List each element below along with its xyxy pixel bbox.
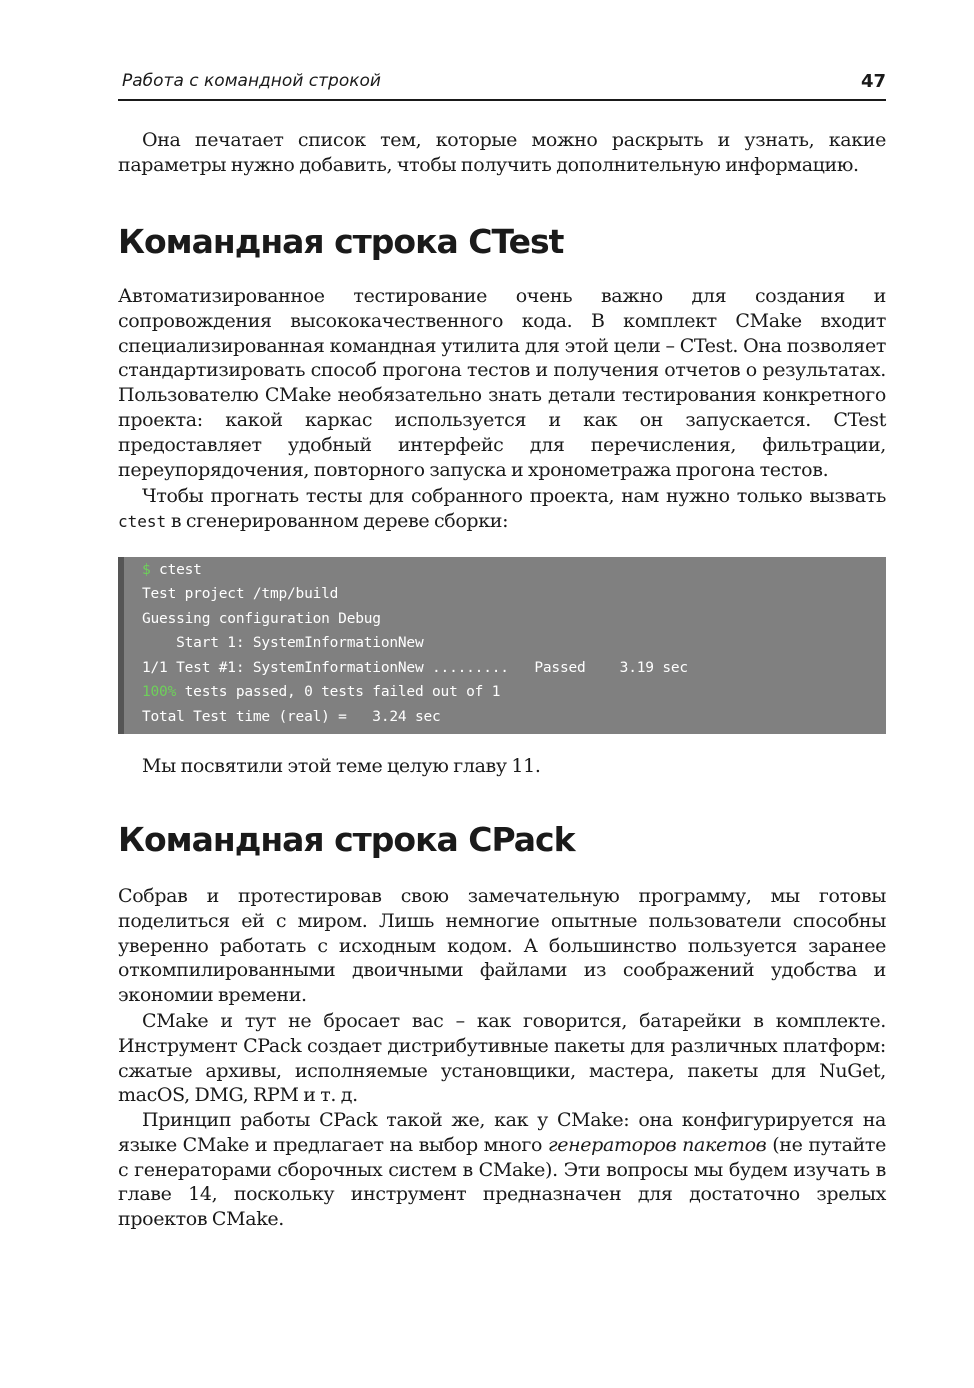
cpack-paragraph-3-tail: (не путайте с генераторами сборочных систем в CMake). Эти вопросы мы будем изучать в главе 14, поскольку инструмент предназначен для достаточно зрелых проектов CMake. (118, 1133, 886, 1231)
ctest-paragraph-2 (118, 484, 886, 535)
ctest-heading: Командная строка CTest (118, 222, 564, 261)
code-line-5: 1/1 Test #1: SystemInformationNew ......... Passed 3.19 sec (142, 660, 688, 676)
code-block (118, 557, 886, 734)
cpack-paragraph-2: CMake и тут не бросает вас – как говорится, батарейки в комплекте. Инструмент CPack создает дистрибутивные пакеты для различных платформ: сжатые архивы, исполняемые установщики, мастера, пакеты для NuGet, macOS, DMG, RPM и т. д. (118, 1010, 886, 1107)
code-line-3: Guessing configuration Debug (142, 611, 381, 627)
after-code-paragraph: Мы посвятили этой теме целую главу 11. (142, 755, 541, 777)
code-line-1 (142, 562, 202, 578)
code-command: ctest (150, 562, 202, 578)
code-line-2: Test project /tmp/build (142, 586, 339, 602)
running-title: Работа с командной строкой (122, 71, 381, 91)
ctest-paragraph-2-tail: в сгенерированном дереве сборки: (166, 509, 509, 532)
cpack-paragraph-3-text: Принцип работы CPack такой же, как у CMake: она конфигурируется на языке CMake и предлагает на выбор много (118, 1109, 886, 1156)
emphasis-package-generators: генераторов пакетов (547, 1133, 767, 1156)
cpack-paragraph-3 (118, 1108, 886, 1232)
inline-code-ctest: ctest (118, 511, 167, 531)
page-header (118, 66, 886, 101)
code-line-6-text: tests passed, 0 tests failed out of 1 (176, 684, 501, 700)
code-line-4: Start 1: SystemInformationNew (142, 635, 424, 651)
ctest-paragraph-2-text: Чтобы прогнать тесты для собранного проекта, нам нужно только вызвать (142, 485, 886, 507)
cpack-heading: Командная строка CPack (118, 820, 575, 859)
code-line-7: Total Test time (real) = 3.24 sec (142, 709, 441, 725)
percent-passed: 100% (142, 684, 177, 700)
shell-prompt: $ (142, 562, 151, 578)
code-line-6 (142, 684, 500, 700)
cpack-paragraph-1: Собрав и протестировав свою замечательную программу, мы готовы поделиться ей с миром. Лишь немногие опытные пользователи способны уверенно работать с исходным кодом. А большинство пользуется заранее откомпилированными двоичными файлами из соображений удобства и экономии времени. (118, 885, 886, 1007)
ctest-paragraph-1: Автоматизированное тестирование очень важно для создания и сопровождения высококачественного кода. В комплект CMake входит специализированная командная утилита для этой цели – CTest. Она позволяет стандартизировать способ прогона тестов и получения отчетов о результатах. Пользователю CMake необязательно знать детали тестирования конкретного проекта: какой каркас используется и как он запускается. CTest предоставляет удобный интерфейс для перечисления, фильтрации, переупорядочения, повторного запуска и хронометража прогона тестов. (118, 285, 886, 481)
intro-paragraph: Она печатает список тем, которые можно раскрыть и узнать, какие параметры нужно добавить, чтобы получить дополнительную информацию. (118, 129, 886, 176)
page-number: 47 (860, 71, 886, 92)
